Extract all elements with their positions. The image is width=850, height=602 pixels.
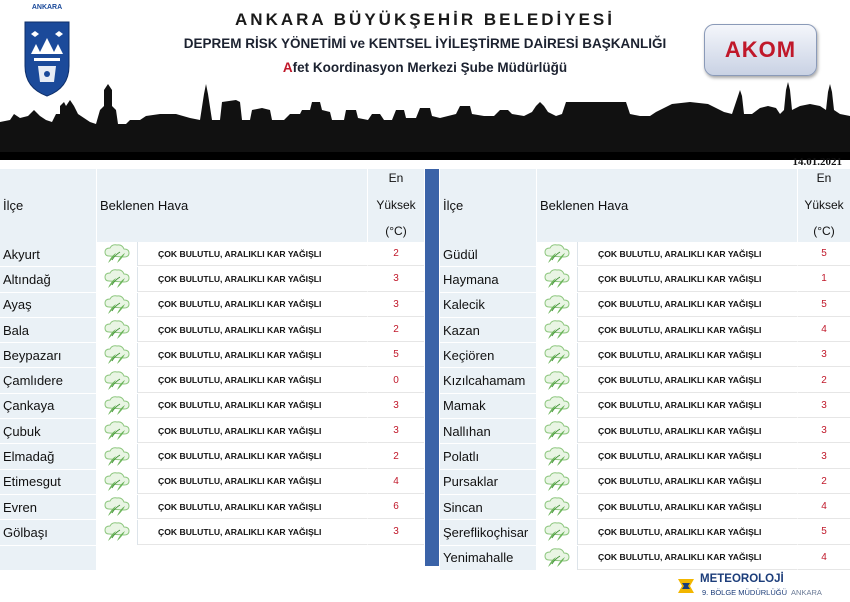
district-name: Pursaklar [440, 470, 537, 494]
district-name: Mamak [440, 394, 537, 418]
district-name: Sincan [440, 495, 537, 519]
snow-cloud-icon [97, 394, 138, 418]
forecast-text: ÇOK BULUTLU, ARALIKLI KAR YAĞIŞLI [578, 520, 798, 544]
column-header-forecast: Beklenen Hava [97, 169, 368, 242]
forecast-text: ÇOK BULUTLU, ARALIKLI KAR YAĞIŞLI [578, 267, 798, 291]
akom-label: AKOM [724, 37, 797, 62]
district-name: Beypazarı [0, 343, 97, 367]
table-row [440, 368, 850, 393]
snow-cloud-icon [537, 293, 578, 317]
table-row [440, 419, 850, 444]
snow-cloud-icon [97, 419, 138, 443]
max-temp-value: 3 [798, 419, 850, 443]
meteoroloji-subtitle [702, 588, 822, 597]
max-temp-value: 5 [798, 520, 850, 544]
table-row [440, 520, 850, 545]
snow-cloud-icon [537, 343, 578, 367]
column-header-max-temp-unit: (°C) [813, 224, 835, 238]
district-name: Ayaş [0, 293, 97, 317]
max-temp-value: 3 [368, 419, 424, 443]
district-name: Altındağ [0, 267, 97, 291]
table-body [440, 242, 850, 571]
table-row-empty [0, 546, 424, 571]
column-header-max-temp-line2: Yüksek [376, 197, 416, 212]
forecast-text: ÇOK BULUTLU, ARALIKLI KAR YAĞIŞLI [138, 495, 368, 519]
district-name [0, 546, 97, 570]
snow-cloud-icon [537, 394, 578, 418]
city-skyline-icon [0, 80, 850, 160]
district-name: Güdül [440, 242, 537, 266]
forecast-text: ÇOK BULUTLU, ARALIKLI KAR YAĞIŞLI [578, 293, 798, 317]
snow-cloud-icon [97, 368, 138, 392]
district-name: Bala [0, 318, 97, 342]
max-temp-value: 4 [368, 470, 424, 494]
snow-cloud-icon [537, 242, 578, 266]
forecast-text: ÇOK BULUTLU, ARALIKLI KAR YAĞIŞLI [138, 470, 368, 494]
column-header-max-temp-unit: (°C) [385, 224, 407, 238]
snow-cloud-icon [537, 444, 578, 468]
district-name: Polatlı [440, 444, 537, 468]
table-row [440, 546, 850, 571]
max-temp-value: 2 [798, 470, 850, 494]
forecast-text: ÇOK BULUTLU, ARALIKLI KAR YAĞIŞLI [138, 343, 368, 367]
empty-cell [97, 546, 138, 570]
snow-cloud-icon [537, 495, 578, 519]
title-municipality: ANKARA BÜYÜKŞEHİR BELEDİYESİ [235, 10, 615, 29]
forecast-text: ÇOK BULUTLU, ARALIKLI KAR YAĞIŞLI [138, 444, 368, 468]
table-row [0, 444, 424, 469]
snow-cloud-icon [537, 520, 578, 544]
max-temp-value: 4 [798, 546, 850, 570]
title-branch-initial: A [282, 60, 293, 75]
forecast-text: ÇOK BULUTLU, ARALIKLI KAR YAĞIŞLI [138, 419, 368, 443]
title-branch-rest: fet Koordinasyon Merkezi Şube Müdürlüğü [292, 60, 568, 75]
district-name: Çubuk [0, 419, 97, 443]
snow-cloud-icon [97, 444, 138, 468]
snow-cloud-icon [537, 318, 578, 342]
column-header-max-temp [368, 169, 424, 242]
district-name: Haymana [440, 267, 537, 291]
max-temp-value: 4 [798, 495, 850, 519]
forecast-text: ÇOK BULUTLU, ARALIKLI KAR YAĞIŞLI [138, 394, 368, 418]
snow-cloud-icon [97, 318, 138, 342]
district-name: Elmadağ [0, 444, 97, 468]
district-name: Kalecik [440, 293, 537, 317]
max-temp-value: 2 [368, 444, 424, 468]
district-name: Gölbaşı [0, 520, 97, 544]
snow-cloud-icon [97, 470, 138, 494]
table-row [0, 470, 424, 495]
max-temp-value: 0 [368, 368, 424, 392]
forecast-text: ÇOK BULUTLU, ARALIKLI KAR YAĞIŞLI [578, 495, 798, 519]
meteoroloji-logo [676, 573, 846, 601]
district-name: Kızılcahamam [440, 368, 537, 392]
bulletin-date: 14.01.2021 [792, 156, 842, 168]
table-row [440, 293, 850, 318]
table-row [440, 242, 850, 267]
table-row [440, 444, 850, 469]
max-temp-value: 3 [368, 293, 424, 317]
district-name: Çankaya [0, 394, 97, 418]
meteoroloji-city: ANKARA [791, 588, 822, 597]
max-temp-value: 5 [798, 242, 850, 266]
max-temp-value: 3 [368, 267, 424, 291]
snow-cloud-icon [537, 546, 578, 570]
forecast-text: ÇOK BULUTLU, ARALIKLI KAR YAĞIŞLI [138, 368, 368, 392]
snow-cloud-icon [97, 520, 138, 544]
max-temp-value: 5 [368, 343, 424, 367]
forecast-text: ÇOK BULUTLU, ARALIKLI KAR YAĞIŞLI [578, 546, 798, 570]
table-row [0, 368, 424, 393]
district-name: Çamlıdere [0, 368, 97, 392]
forecast-table-right [440, 169, 850, 571]
max-temp-value: 3 [798, 444, 850, 468]
logo-label: ANKARA [31, 4, 63, 11]
snow-cloud-icon [537, 419, 578, 443]
max-temp-value: 2 [368, 242, 424, 266]
table-row [0, 419, 424, 444]
forecast-text: ÇOK BULUTLU, ARALIKLI KAR YAĞIŞLI [138, 293, 368, 317]
table-body [0, 242, 424, 571]
snow-cloud-icon [97, 242, 138, 266]
table-row [0, 293, 424, 318]
title-department: DEPREM RİSK YÖNETİMİ ve KENTSEL İYİLEŞTİRME DAİRESİ BAŞKANLIĞI [183, 36, 667, 51]
table-row [0, 242, 424, 267]
snow-cloud-icon [97, 293, 138, 317]
table-row [0, 520, 424, 545]
snow-cloud-icon [97, 495, 138, 519]
table-row [0, 343, 424, 368]
table-row [440, 267, 850, 292]
meteoroloji-mark-icon [676, 576, 696, 596]
max-temp-value: 3 [368, 520, 424, 544]
max-temp-value: 2 [798, 368, 850, 392]
district-name: Keçiören [440, 343, 537, 367]
forecast-text: ÇOK BULUTLU, ARALIKLI KAR YAĞIŞLI [578, 368, 798, 392]
table-row [0, 394, 424, 419]
snow-cloud-icon [97, 267, 138, 291]
column-header-max-temp-line1: En [816, 171, 832, 185]
table-row [440, 318, 850, 343]
forecast-text: ÇOK BULUTLU, ARALIKLI KAR YAĞIŞLI [578, 318, 798, 342]
snow-cloud-icon [537, 267, 578, 291]
table-header [0, 169, 424, 242]
forecast-text: ÇOK BULUTLU, ARALIKLI KAR YAĞIŞLI [578, 394, 798, 418]
max-temp-value: 6 [368, 495, 424, 519]
forecast-text: ÇOK BULUTLU, ARALIKLI KAR YAĞIŞLI [578, 343, 798, 367]
district-name: Evren [0, 495, 97, 519]
table-row [0, 318, 424, 343]
max-temp-value: 3 [798, 394, 850, 418]
forecast-table-left [0, 169, 424, 571]
table-divider [425, 169, 439, 566]
max-temp-value: 1 [798, 267, 850, 291]
column-header-max-temp-line2: Yüksek [804, 197, 844, 212]
table-header [440, 169, 850, 242]
max-temp-value: 3 [798, 343, 850, 367]
max-temp-value: 2 [368, 318, 424, 342]
district-name: Etimesgut [0, 470, 97, 494]
forecast-text: ÇOK BULUTLU, ARALIKLI KAR YAĞIŞLI [578, 419, 798, 443]
table-row [0, 495, 424, 520]
column-header-district: İlçe [0, 169, 97, 242]
meteoroloji-title: METEOROLOJİ [700, 573, 784, 585]
district-name: Nallıhan [440, 419, 537, 443]
column-header-forecast: Beklenen Hava [537, 169, 798, 242]
table-row [440, 343, 850, 368]
forecast-text: ÇOK BULUTLU, ARALIKLI KAR YAĞIŞLI [138, 318, 368, 342]
max-temp-value: 5 [798, 293, 850, 317]
snow-cloud-icon [537, 368, 578, 392]
table-row [440, 394, 850, 419]
district-name: Kazan [440, 318, 537, 342]
table-row [440, 495, 850, 520]
district-name: Şereflikoçhisar [440, 520, 537, 544]
column-header-max-temp [798, 169, 850, 242]
forecast-text: ÇOK BULUTLU, ARALIKLI KAR YAĞIŞLI [578, 470, 798, 494]
district-name: Akyurt [0, 242, 97, 266]
max-temp-value: 4 [798, 318, 850, 342]
forecast-text: ÇOK BULUTLU, ARALIKLI KAR YAĞIŞLI [138, 242, 368, 266]
forecast-text: ÇOK BULUTLU, ARALIKLI KAR YAĞIŞLI [578, 242, 798, 266]
forecast-text: ÇOK BULUTLU, ARALIKLI KAR YAĞIŞLI [138, 267, 368, 291]
snow-cloud-icon [537, 470, 578, 494]
max-temp-value: 3 [368, 394, 424, 418]
title-branch [190, 60, 660, 75]
forecast-text: ÇOK BULUTLU, ARALIKLI KAR YAĞIŞLI [138, 520, 368, 544]
table-row [0, 267, 424, 292]
akom-logo [704, 24, 817, 76]
meteoroloji-region: 9. BÖLGE MÜDÜRLÜĞÜ [702, 588, 788, 597]
empty-cell [138, 546, 368, 570]
empty-cell [368, 546, 424, 570]
table-row [440, 470, 850, 495]
forecast-text: ÇOK BULUTLU, ARALIKLI KAR YAĞIŞLI [578, 444, 798, 468]
column-header-max-temp-line1: En [388, 171, 404, 185]
column-header-district: İlçe [440, 169, 537, 242]
district-name: Yenimahalle [440, 546, 537, 570]
snow-cloud-icon [97, 343, 138, 367]
